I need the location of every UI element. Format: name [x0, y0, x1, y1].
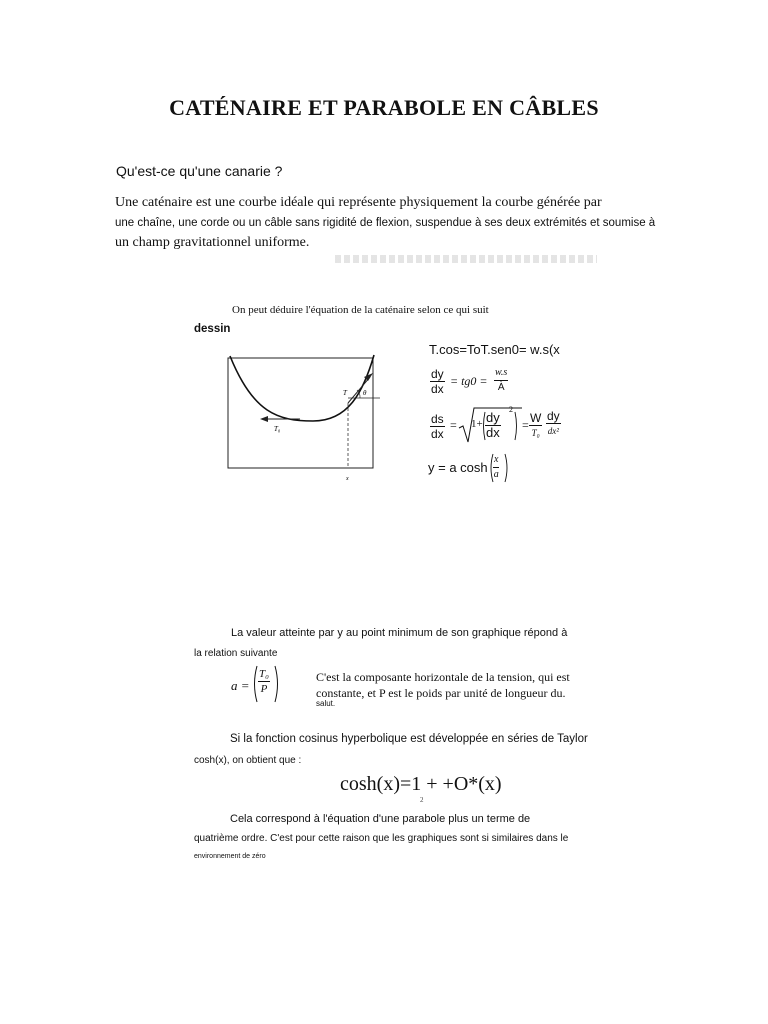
cosh-formula: cosh(x)=1 + +O*(x) [340, 773, 502, 795]
dy-numerator: dy [431, 367, 444, 381]
tension-arrow [348, 377, 370, 403]
cosh-intro-text: cosh(x), on obtient que : [194, 755, 302, 766]
t0-label: T₀ [274, 425, 281, 433]
inner-dy-numerator: dy [486, 410, 500, 425]
intro-paragraph [115, 193, 675, 253]
intro-line-3: un champ gravitationnel uniforme. [115, 235, 310, 250]
ws-numerator: w.s [494, 366, 508, 381]
a-denominator-2: a [493, 469, 499, 480]
dy-dx-fraction [430, 367, 445, 396]
x-numerator: x [493, 453, 499, 468]
equals-sign-2: = [522, 418, 529, 432]
t0-numerator: T₀ [259, 668, 269, 680]
x-label: x [346, 476, 349, 482]
a-denominator: À [497, 382, 505, 393]
inner-dx-denominator: dx [486, 425, 500, 440]
intro-line-2: une chaîne, une corde ou un câble sans rigidité de flexion, suspendue à ses deux extrémités et soumise à [115, 217, 656, 229]
w-t0-fraction [529, 411, 542, 440]
ds-numerator: ds [431, 412, 444, 426]
d2y-numerator: dy [547, 409, 560, 423]
relation-text: la relation suivante [194, 648, 278, 659]
w-numerator: W [530, 411, 542, 425]
t0-arrowhead [260, 416, 268, 422]
valeur-text: La valeur atteinte par y au point minimum de son graphique répond à [231, 627, 568, 639]
ws-fraction [494, 366, 508, 395]
diagram-frame [228, 358, 373, 468]
ds-dx-denominator: dx [431, 427, 444, 441]
tg-equation: = tg0 = [450, 374, 488, 388]
theta-label: θ [363, 389, 367, 397]
y-equation: y = a cosh [428, 460, 488, 475]
equals-sign: = [450, 418, 457, 432]
ds-dx-fraction [430, 412, 445, 441]
x-over-a-fraction [493, 453, 499, 482]
dx-denominator: dx [431, 382, 444, 396]
salut-text: salut. [316, 699, 336, 708]
a-formula-lhs: a = [231, 678, 250, 693]
catenary-curve [230, 355, 374, 421]
section-question: Qu'est-ce qu'une canarie ? [116, 163, 283, 179]
catenary-diagram [218, 343, 398, 488]
t0-p-fraction [258, 667, 270, 696]
faint-scan-line [335, 255, 597, 263]
deduce-text: On peut déduire l'équation de la caténaire selon ce qui suit [232, 304, 489, 316]
dessin-label: dessin [194, 323, 231, 335]
equation-tension: T.cos=ToT.sen0= w.s(x [429, 342, 560, 357]
environnement-text: environnement de zéro [194, 853, 266, 860]
cosh-subscript: 2 [420, 796, 424, 804]
taylor-text: Si la fonction cosinus hyperbolique est développée en séries de Taylor [230, 733, 588, 745]
cela-text: Cela correspond à l'équation d'une parabole plus un terme de [230, 813, 531, 825]
t-label: T [343, 389, 347, 397]
page-title: CATÉNAIRE ET PARABOLE EN CÂBLES [169, 95, 599, 120]
inner-dy-dx-fraction [485, 411, 501, 440]
t0-denominator: T₀ [531, 428, 540, 438]
d2y-dx2-fraction [546, 409, 561, 438]
intro-line-1: Une caténaire est une courbe idéale qui représente physiquement la courbe générée par [115, 195, 602, 210]
square-exponent: 2 [509, 405, 513, 414]
quatrieme-text: quatrième ordre. C'est pour cette raison que les graphiques sont si similaires dans le [194, 833, 569, 844]
one-plus: 1+ [471, 418, 483, 430]
composante-text: C'est la composante horizontale de la tension, qui est constante, et P est le poids par unité de longueur du. [316, 670, 570, 700]
p-denominator: P [260, 683, 268, 695]
dx2-denominator: dx² [547, 426, 559, 436]
